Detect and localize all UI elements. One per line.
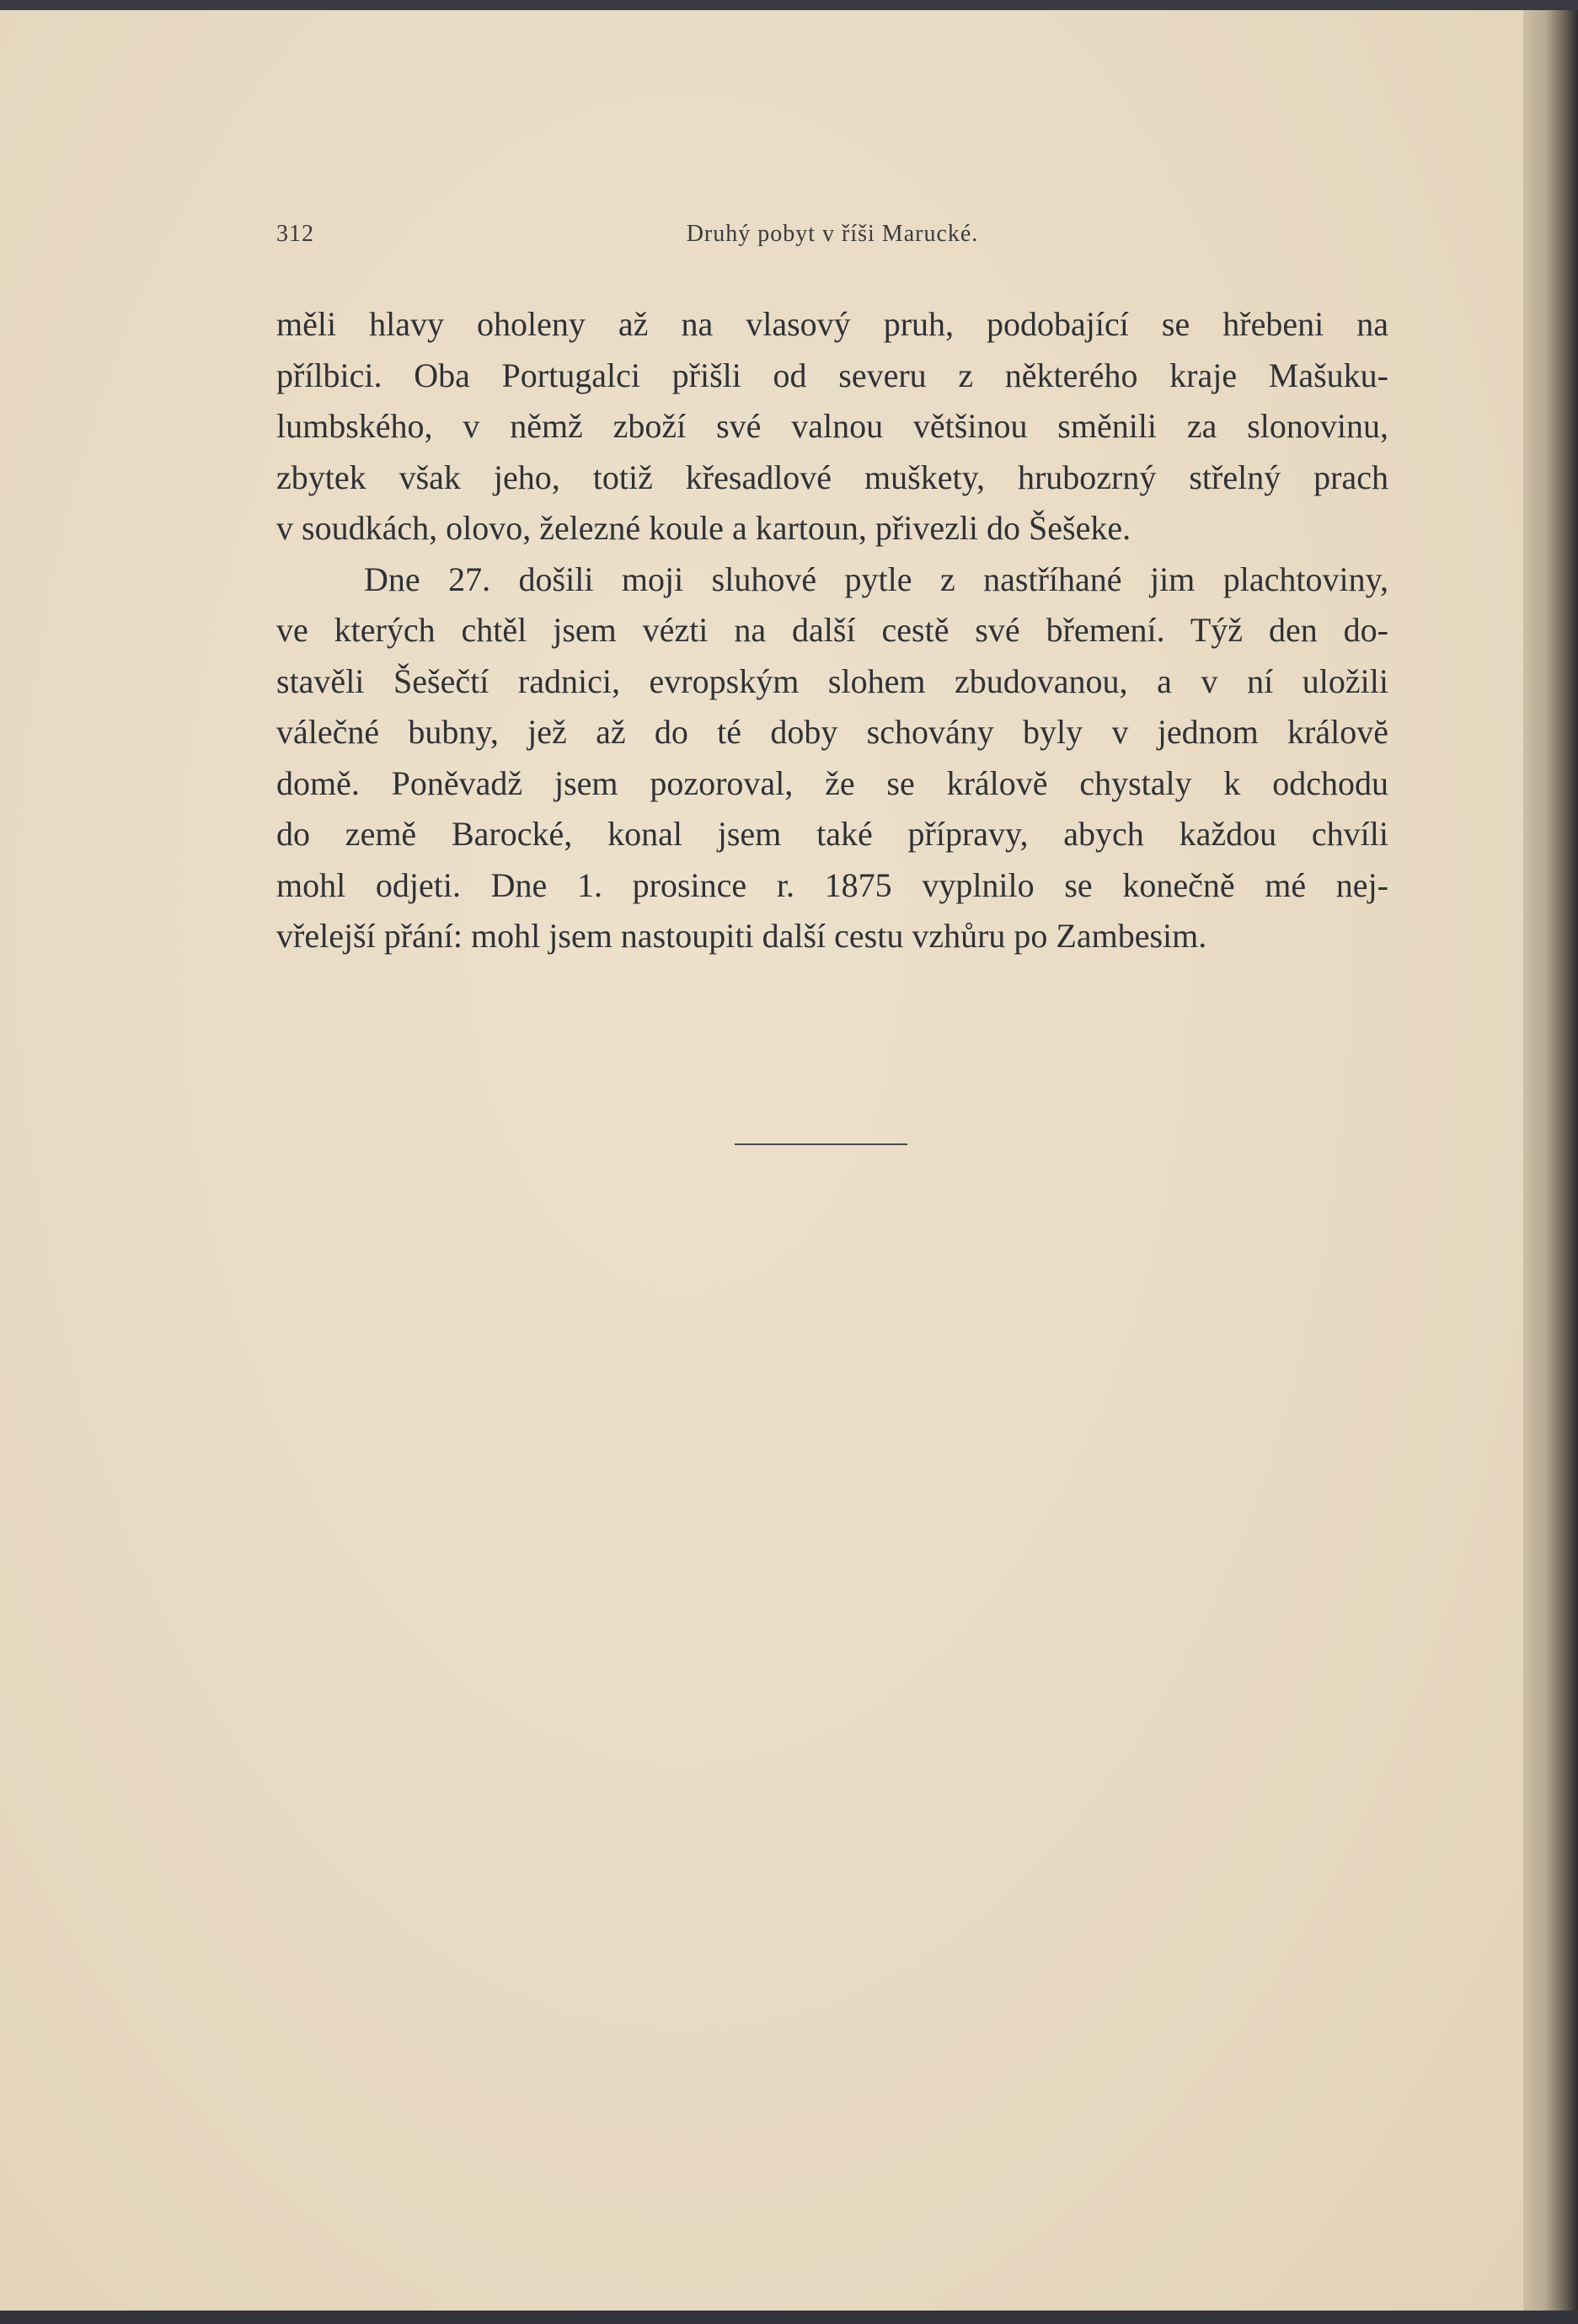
text-line: ve kterých chtěl jsem vézti na další cestě své břemení. Týž den do- (276, 611, 1388, 649)
text-line: stavěli Šešečtí radnici, evropským slohem zbudovanou, a v ní uložili (276, 661, 1388, 700)
scan-edge-bottom (0, 2311, 1578, 2324)
text-line: Dne 27. došili moji sluhové pytle z nastříhané jim plachtoviny, (364, 560, 1388, 598)
text-line: vřelejší přání: mohl jsem nastoupiti další cestu vzhůru po Zambesim. (276, 917, 1207, 955)
section-end-rule (735, 1143, 907, 1145)
book-gutter (1523, 10, 1578, 2311)
text-line: zbytek však jeho, totiž křesadlové muškety, hrubozrný střelný prach (276, 458, 1388, 496)
page-number: 312 (276, 221, 314, 247)
body-text (276, 299, 1388, 962)
text-line: mohl odjeti. Dne 1. prosince r. 1875 vyplnilo se konečně mé nej- (276, 865, 1388, 904)
running-head (276, 221, 1388, 254)
text-line: měli hlavy oholeny až na vlasový pruh, podobající se hřebeni na (276, 305, 1388, 343)
paragraph (276, 299, 1388, 554)
paragraph (276, 554, 1388, 962)
running-title: Druhý pobyt v říši Marucké. (686, 221, 979, 247)
text-line: v soudkách, olovo, železné koule a kartoun, přivezli do Šešeke. (276, 509, 1131, 547)
text-line: do země Barocké, konal jsem také přípravy, abych každou chvíli (276, 815, 1388, 853)
text-line: válečné bubny, jež až do té doby schovány byly v jednom královĕ (276, 713, 1388, 751)
text-line: přílbici. Oba Portugalci přišli od severu z některého kraje Mašuku- (276, 356, 1388, 394)
text-line: domě. Poněvadž jsem pozoroval, že se královĕ chystaly k odchodu (276, 763, 1388, 802)
text-line: lumbského, v němž zboží své valnou většinou směnili za slonovinu, (276, 407, 1388, 445)
